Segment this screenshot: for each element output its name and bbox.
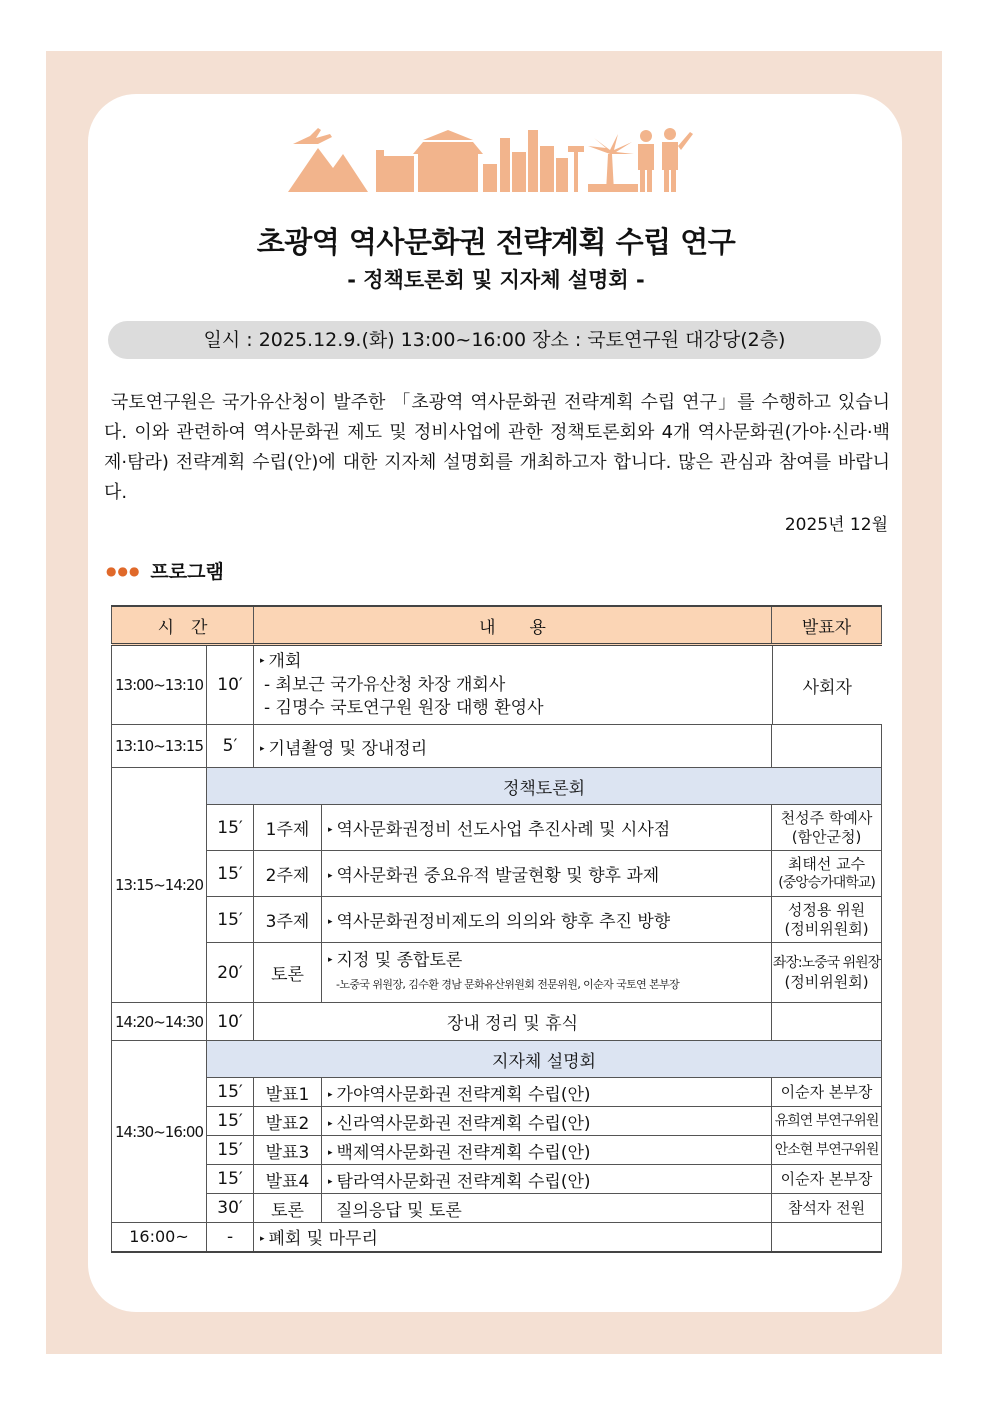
content-text: 백제역사문화권 전략계획 수립(안) xyxy=(336,1142,591,1163)
presenter-cell: 사회자 xyxy=(772,646,882,724)
table-row xyxy=(112,897,882,943)
triangle-bullet-icon: ▸ xyxy=(328,955,333,966)
table-row xyxy=(112,1136,882,1165)
content-text: 역사문화권정비제도의 의의와 향후 추진 방향 xyxy=(336,912,671,932)
duration-cell: 15′ xyxy=(207,1136,254,1165)
content-text: 신라역사문화권 전략계획 수립(안) xyxy=(336,1113,591,1134)
presenter-cell xyxy=(772,943,882,1003)
content-text: 폐회 및 마무리 xyxy=(268,1229,378,1250)
table-row xyxy=(112,725,882,768)
session-title: 정책토론회 xyxy=(207,768,882,805)
triangle-bullet-icon: ▸ xyxy=(328,871,333,881)
duration-cell: - xyxy=(207,1223,254,1252)
duration-cell: 30′ xyxy=(207,1194,254,1223)
issue-date: 2025년 12월 xyxy=(784,515,888,535)
table-row xyxy=(112,851,882,897)
duration-cell: 15′ xyxy=(207,805,254,851)
time-cell: 14:20~14:30 xyxy=(112,1003,207,1041)
content-cell xyxy=(254,725,772,768)
table-row xyxy=(112,1078,882,1107)
topic-cell: 발표2 xyxy=(254,1107,322,1136)
presenter-affiliation: (함안군청) xyxy=(791,827,862,846)
time-cell: 13:00~13:10 xyxy=(112,645,207,725)
content-text: 기념촬영 및 장내정리 xyxy=(268,738,428,759)
triangle-bullet-icon: ▸ xyxy=(328,825,333,835)
content-cell: 질의응답 및 토론 xyxy=(322,1194,772,1223)
presenter-name: 성정용 위원 xyxy=(787,900,866,919)
content-text: 개회 xyxy=(268,651,302,672)
triangle-bullet-icon: ▸ xyxy=(260,656,265,667)
content-cell xyxy=(322,805,772,851)
table-row xyxy=(112,645,882,725)
content-text: - 최보근 국가유산청 차장 개회사 xyxy=(264,674,506,695)
intro-text: 국토연구원은 국가유산청이 발주한 「초광역 역사문화권 전략계획 수립 연구」를 수행하고 있습니다. 이와 관련하여 역사문화권 제도 및 정비사업에 관한 정책토론회와 4개 역사문화권(가야·신라·백제·탐라) 전략계획 수립(안)에 대한 지자체 설명회를 개최하고자 합니다. 많은 관심과 참여를 바랍니다. xyxy=(104,392,890,503)
presenter-cell: 안소현 부연구위원 xyxy=(772,1136,882,1165)
time-cell: 13:10~13:15 xyxy=(112,725,207,768)
duration-cell: 20′ xyxy=(207,943,254,1003)
table-row xyxy=(112,1003,882,1041)
triangle-bullet-icon: ▸ xyxy=(328,1118,333,1129)
table-row xyxy=(112,1223,882,1252)
table-row xyxy=(112,1107,882,1136)
section-header-row xyxy=(112,768,882,805)
content-text: 역사문화권정비 선도사업 추진사례 및 시사점 xyxy=(336,820,671,840)
travel-skyline-icon xyxy=(288,124,698,194)
time-cell: 16:00~ xyxy=(112,1223,207,1252)
presenter-cell: 이순자 본부장 xyxy=(772,1165,882,1194)
duration-cell: 15′ xyxy=(207,897,254,943)
presenter-affiliation: (정비위원회) xyxy=(784,972,869,991)
duration-cell: 15′ xyxy=(207,851,254,897)
content-text: 탐라역사문화권 전략계획 수립(안) xyxy=(336,1171,591,1192)
bullet-dots-icon: ●●● xyxy=(106,563,141,578)
content-cell: 장내 정리 및 휴식 xyxy=(254,1003,772,1041)
presenter-cell xyxy=(772,725,882,768)
date-location-bar: 일시 : 2025.12.9.(화) 13:00~16:00 장소 : 국토연구원 대강당(2층) xyxy=(108,321,881,359)
presenter-name: 좌장:노중국 위원장 xyxy=(772,954,881,971)
triangle-bullet-icon: ▸ xyxy=(260,743,265,754)
header-presenter: 발표자 xyxy=(772,606,882,645)
duration-cell: 15′ xyxy=(207,1078,254,1107)
topic-cell: 발표1 xyxy=(254,1078,322,1107)
topic-cell: 토론 xyxy=(254,1194,322,1223)
content-cell xyxy=(254,1223,772,1252)
page-title: 초광역 역사문화권 전략계획 수립 연구 xyxy=(256,225,736,259)
content-cell xyxy=(254,646,772,724)
content-text: 가야역사문화권 전략계획 수립(안) xyxy=(336,1084,591,1105)
header-content: 내 용 xyxy=(254,606,772,645)
triangle-bullet-icon: ▸ xyxy=(328,1147,333,1158)
duration-cell: 10′ xyxy=(207,1003,254,1041)
section-title: 프로그램 xyxy=(150,561,224,583)
triangle-bullet-icon: ▸ xyxy=(328,917,333,927)
presenter-cell: 이순자 본부장 xyxy=(772,1078,882,1107)
presenter-name: 최태선 교수 xyxy=(787,854,866,873)
content-text: 역사문화권 중요유적 발굴현황 및 향후 과제 xyxy=(336,866,660,886)
presenter-affiliation: (정비위원회) xyxy=(784,919,869,938)
presenter-affiliation: (중앙승가대학교) xyxy=(778,874,875,891)
presenter-cell xyxy=(772,1223,882,1252)
table-row xyxy=(112,1165,882,1194)
page-subtitle: - 정책토론회 및 지자체 설명회 - xyxy=(347,268,645,292)
content-cell xyxy=(322,1078,772,1107)
program-section-heading xyxy=(106,557,224,584)
content-text: 지정 및 종합토론 xyxy=(336,950,463,971)
content-cell xyxy=(322,1165,772,1194)
topic-cell: 3주제 xyxy=(254,897,322,943)
content-cell xyxy=(322,851,772,897)
time-cell: 14:30~16:00 xyxy=(112,1041,207,1223)
presenter-cell xyxy=(772,1003,882,1041)
topic-cell: 1주제 xyxy=(254,805,322,851)
session-title: 지자체 설명회 xyxy=(207,1041,882,1078)
content-cell xyxy=(322,1136,772,1165)
presenter-cell xyxy=(772,851,882,897)
triangle-bullet-icon: ▸ xyxy=(328,1089,333,1100)
time-cell: 13:15~14:20 xyxy=(112,768,207,1003)
content-cell xyxy=(322,1107,772,1136)
table-row xyxy=(112,805,882,851)
triangle-bullet-icon: ▸ xyxy=(260,1234,265,1245)
duration-cell: 15′ xyxy=(207,1107,254,1136)
header-time: 시 간 xyxy=(112,606,254,645)
content-cell xyxy=(322,943,772,1003)
discussant-list: -노중국 위원장, 김수환 경남 문화유산위원회 전문위원, 이순자 국토연 본부장 xyxy=(336,977,680,991)
table-row xyxy=(112,1194,882,1223)
duration-cell: 15′ xyxy=(207,1165,254,1194)
intro-paragraph xyxy=(104,388,890,508)
table-row xyxy=(112,943,882,1003)
topic-cell: 발표4 xyxy=(254,1165,322,1194)
presenter-cell xyxy=(772,805,882,851)
duration-cell: 10′ xyxy=(207,645,254,725)
topic-cell: 2주제 xyxy=(254,851,322,897)
presenter-cell: 참석자 전원 xyxy=(772,1194,882,1223)
presenter-cell: 유희연 부연구위원 xyxy=(772,1107,882,1136)
triangle-bullet-icon: ▸ xyxy=(328,1176,333,1187)
section-header-row xyxy=(112,1041,882,1078)
presenter-name: 천성주 학예사 xyxy=(780,808,873,827)
content-cell xyxy=(322,897,772,943)
topic-cell: 토론 xyxy=(254,943,322,1003)
topic-cell: 발표3 xyxy=(254,1136,322,1165)
program-table xyxy=(111,605,882,1253)
duration-cell: 5′ xyxy=(207,725,254,768)
content-text: - 김명수 국토연구원 원장 대행 환영사 xyxy=(264,697,544,718)
presenter-cell xyxy=(772,897,882,943)
